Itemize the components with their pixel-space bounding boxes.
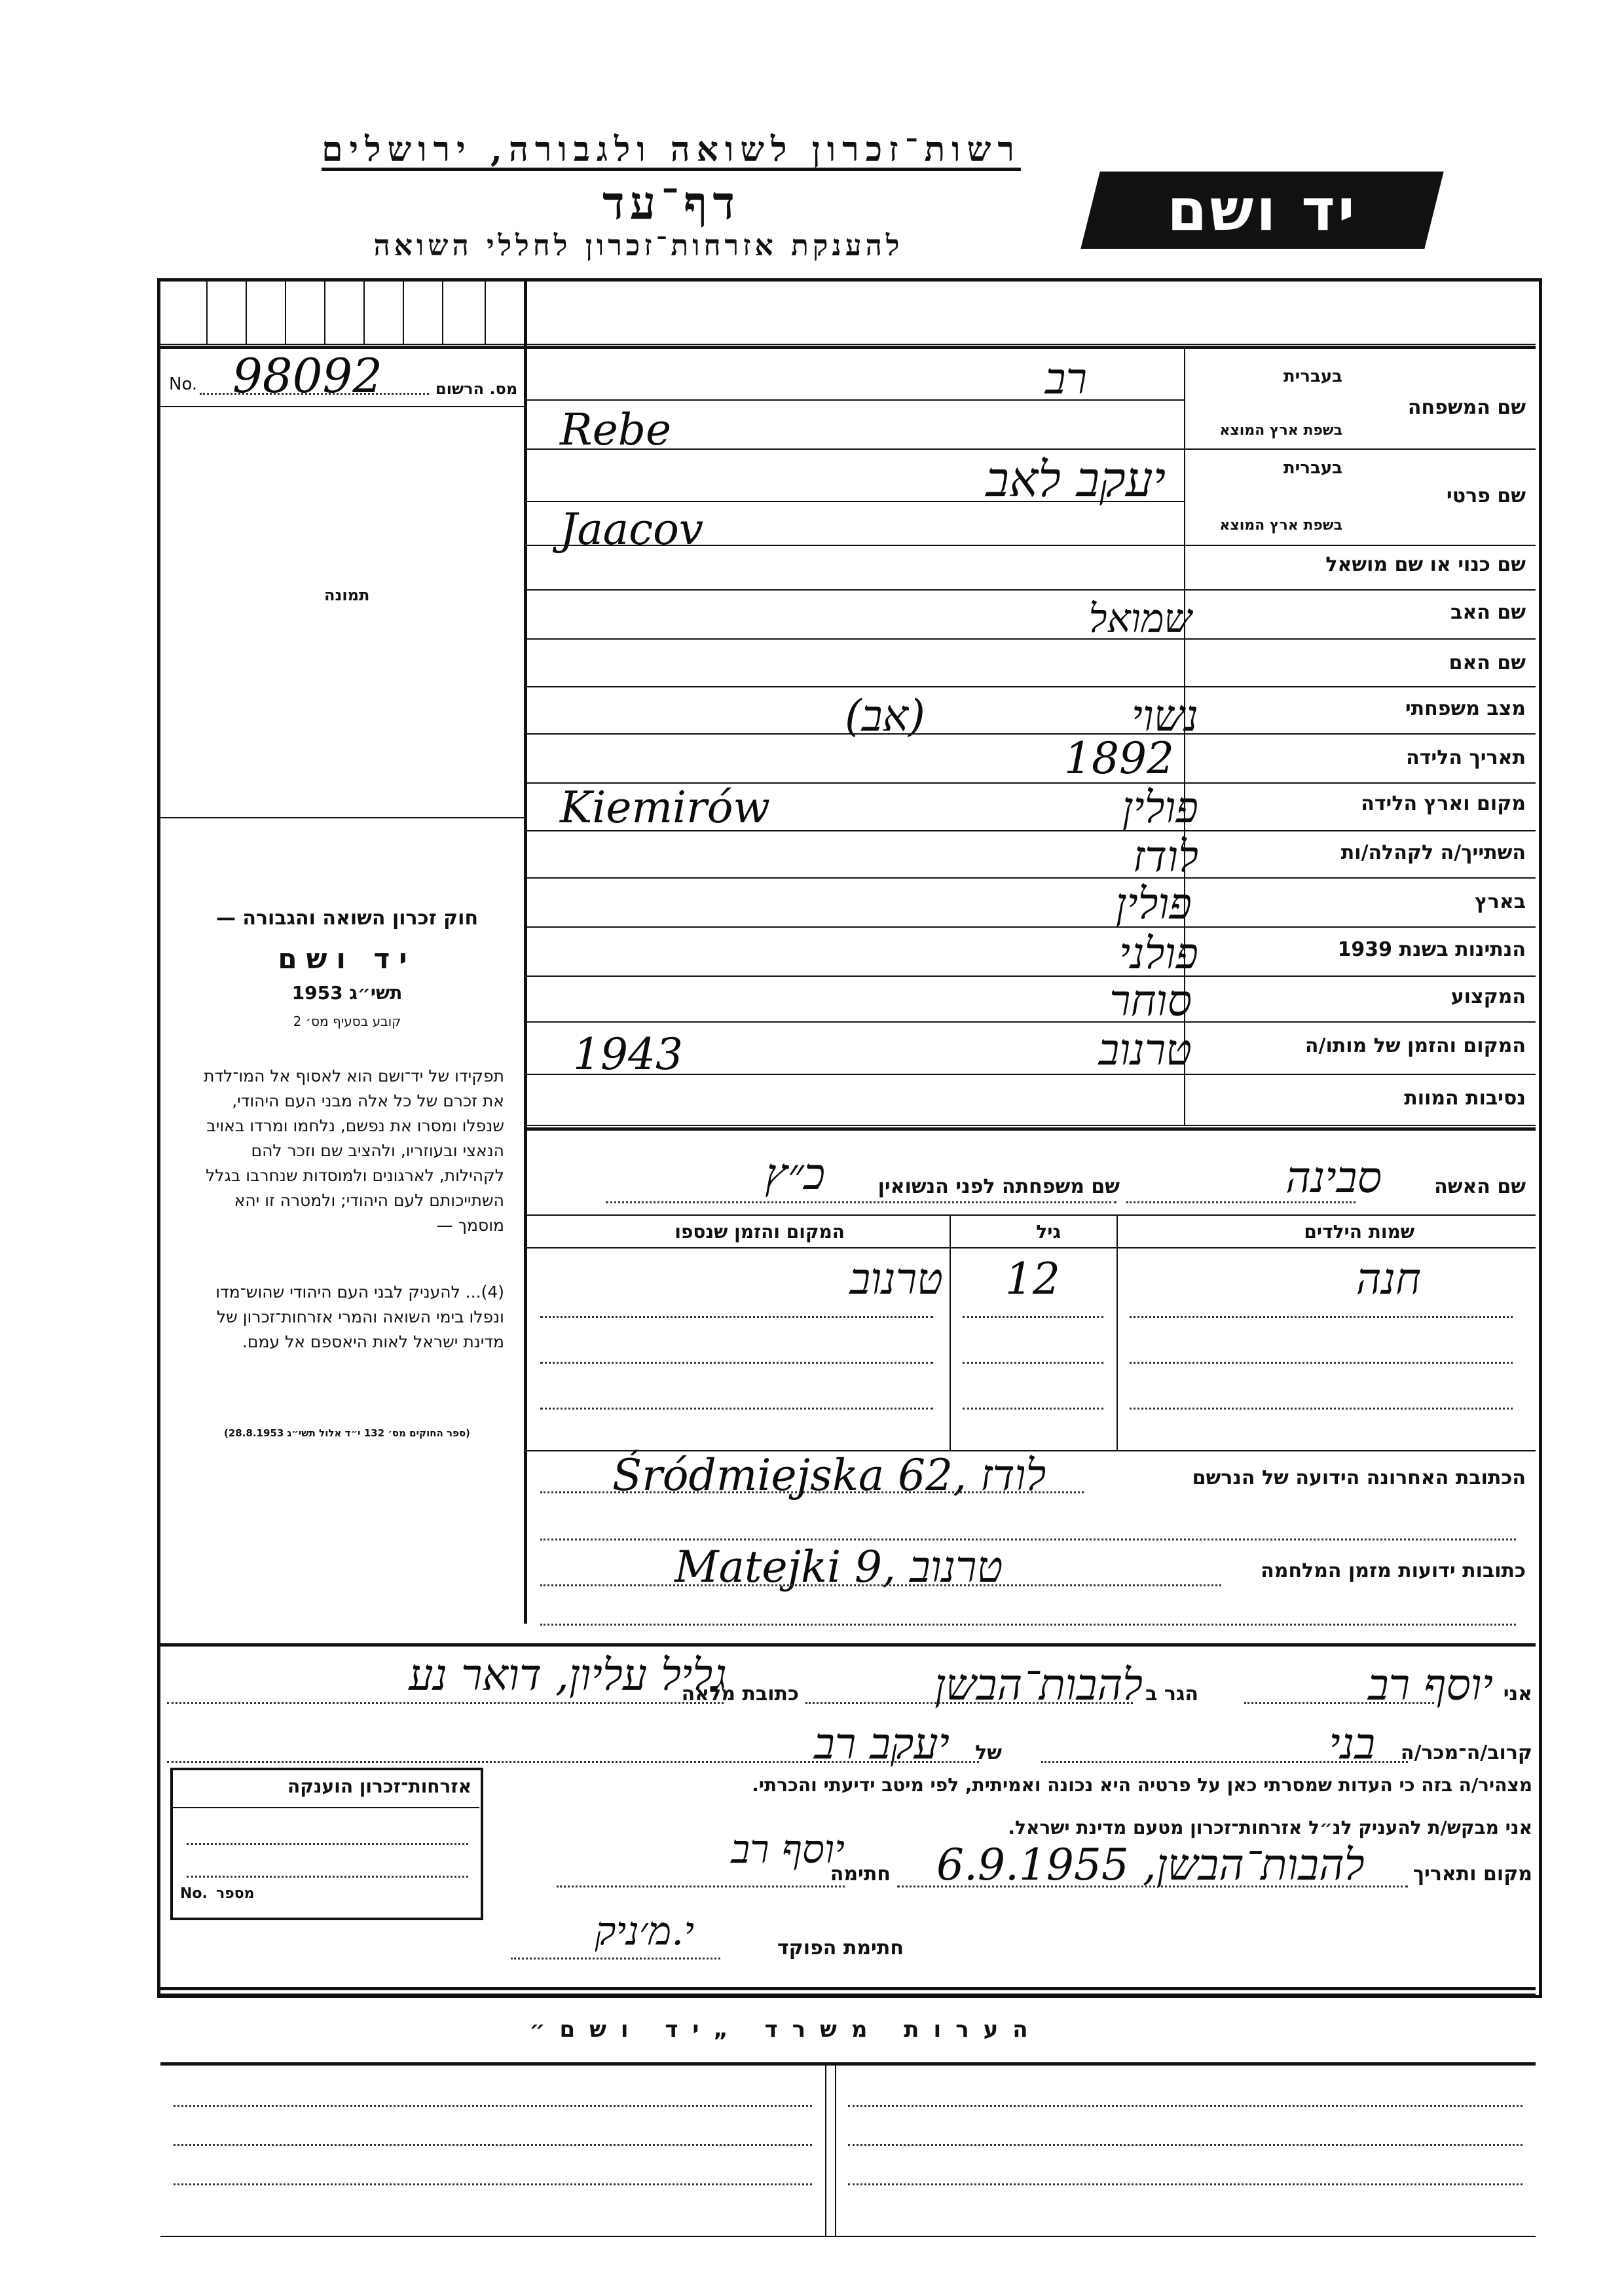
birth-place-native[interactable]: Kiemirów [560, 782, 770, 833]
resides-in-label: הגר ב [1145, 1683, 1198, 1705]
wife-name[interactable]: סבינה [1285, 1152, 1382, 1203]
form-subtitle: להענקת אזרחות־זכרון לחללי השואה [373, 229, 904, 263]
law-text-1: תפקידו של יד־ושם הוא לאסוף אל המו־לדת את זכרם של כל אלה מבני העם היהודי, שנפלו ומסרו את נפשם, נלחמו ומרדו באויב הנאצי ובעוזריו, ולהציב שם וזכר להם לקהילות, לארגונים ולמוסדות שנחרבו בגלל השתייכותם לעם היהודי; ולמטרה זו יהא מוסמך — [204, 1066, 504, 1235]
relation-label: קרוב/ה־מכר/ה [1400, 1741, 1532, 1764]
authority-title: רשות־זכרון לשואה ולגבורה, ירושלים [322, 130, 1021, 170]
citizenship-granted-title: אזרחות־זכרון הוענקה [287, 1776, 471, 1797]
logo-text: יד ושם [1167, 176, 1357, 244]
country[interactable]: פולין [1115, 879, 1192, 929]
children-header-names: שמות הילדים [1304, 1221, 1414, 1243]
relation-of-name[interactable]: יעקב רב [814, 1719, 950, 1769]
last-address[interactable]: Śródmiejska 62, לודז [612, 1450, 1046, 1501]
law-year: תשי״ג 1953 [291, 982, 403, 1004]
first-name-label: שם פרטי [1446, 484, 1526, 507]
children-header-age: גיל [1036, 1221, 1061, 1243]
stamp-number-label: מספר [216, 1886, 255, 1902]
family-name-label: שם המשפחה [1407, 396, 1526, 419]
nickname-label: שם כנוי או שם מושאל [1325, 553, 1526, 576]
signature-label: חתימה [830, 1863, 891, 1886]
birth-date[interactable]: 1892 [1064, 733, 1174, 784]
declarant-name[interactable]: יוסף רב [1367, 1660, 1493, 1710]
form-title: דף־עד [602, 175, 740, 230]
declarant-full-address[interactable]: גליל עליון, דואר נע [409, 1650, 727, 1700]
registration-label: מס. הרשום [435, 380, 518, 398]
declarant-i-label: אני [1503, 1683, 1532, 1705]
law-title: חוק זכרון השואה והגבורה — [215, 907, 479, 930]
full-address-label: כתובת מלאה [681, 1683, 799, 1705]
family-name-hebrew[interactable]: רב [1044, 354, 1087, 404]
child-age[interactable]: 12 [1005, 1254, 1060, 1304]
child-death-place[interactable]: טרנוב [849, 1254, 943, 1304]
remarks-title: הערות משרד „יד ושם״ [529, 2016, 1043, 2043]
declarant-signature[interactable]: יוסף רב [731, 1827, 845, 1872]
declarant-relation[interactable]: בני [1329, 1719, 1375, 1769]
birth-place-label: מקום וארץ הלידה [1361, 792, 1526, 815]
profession[interactable]: סוחר [1109, 975, 1192, 1026]
country-label: בארץ [1474, 890, 1526, 913]
citizenship[interactable]: פולני [1118, 928, 1198, 979]
stamp-no-label: No. [180, 1886, 208, 1902]
marital-status-note[interactable]: (אב) [845, 691, 925, 741]
place-date[interactable]: להבות־הבשן, 6.9.1955 [936, 1840, 1365, 1890]
registration-no-label: No. [169, 374, 198, 394]
birth-place-hebrew[interactable]: פולין [1122, 782, 1198, 833]
wife-maiden-name[interactable]: כ״ץ [765, 1149, 825, 1199]
declaration-text: מצהיר/ה בזה כי העדות שמסרתי כאן על פרטיה היא נכונה ואמיתית, לפי מיטב ידיעתי והכרתי. [752, 1774, 1532, 1796]
of-label: של [975, 1741, 1002, 1764]
community[interactable]: לודז [1132, 831, 1198, 882]
law-clause: קובע בסעיף מס׳ 2 [293, 1013, 401, 1029]
request-text: אני מבקש/ת להעניק לנ״ל אזרחות־זכרון מטעם מדינת ישראל. [1008, 1817, 1532, 1838]
first-name-native-label: בשפת ארץ המוצא [1219, 517, 1342, 534]
place-date-label: מקום ותאריך [1412, 1863, 1532, 1886]
wartime-address-label: כתובות ידועות מזמן המלחמה [1261, 1559, 1526, 1582]
law-text-2: (4)... להעניק לבני העם היהודי שהוש־מדו ונפלו בימי השואה והמרי אזרחות־זכרון של מדינת ישראל לאות היאספם אל עמם. [215, 1283, 504, 1351]
registration-number: 98092 [232, 348, 383, 403]
children-header-place: המקום והזמן שנספו [674, 1221, 845, 1243]
last-address-label: הכתובת האחרונה הידועה של הנרשם [1192, 1467, 1526, 1489]
profession-label: המקצוע [1450, 985, 1526, 1008]
wife-maiden-name-label: שם משפחתה לפני הנשואין [877, 1175, 1120, 1198]
death-circumstances-label: נסיבות המוות [1404, 1087, 1526, 1110]
father-name[interactable]: שמואל [1088, 596, 1192, 642]
death-year[interactable]: 1943 [573, 1029, 683, 1080]
death-place-time-label: המקום והזמן של מותו/ה [1304, 1034, 1526, 1057]
law-source: (ספר החוקים מס׳ 132 י״ד אלול תשי״ג 28.8.1953) [223, 1427, 471, 1439]
family-name-hebrew-label: בעברית [1283, 367, 1342, 386]
child-name[interactable]: חנה [1356, 1254, 1421, 1304]
father-name-label: שם האב [1450, 601, 1526, 624]
clerk-signature-label: חתימת הפוקד [777, 1937, 904, 1959]
clerk-signature[interactable]: י.מ׳ניק [595, 1908, 694, 1954]
first-name-hebrew[interactable]: יעקב לאב [986, 452, 1166, 508]
marital-status-label: מצב משפחתי [1405, 697, 1526, 720]
photo-label: תמונה [324, 586, 370, 604]
wife-name-label: שם האשה [1434, 1175, 1526, 1198]
death-place[interactable]: טרנוב [1098, 1025, 1192, 1075]
marital-status[interactable]: נשוי [1131, 691, 1198, 741]
declarant-city[interactable]: להבות־הבשן [934, 1660, 1143, 1710]
first-name-native[interactable]: Jaacov [560, 504, 704, 555]
birth-date-label: תאריך הלידה [1406, 746, 1526, 769]
first-name-hebrew-label: בעברית [1283, 458, 1342, 478]
family-name-native-label: בשפת ארץ המוצא [1219, 422, 1342, 439]
mother-name-label: שם האם [1449, 651, 1526, 674]
community-label: השתייך/ה לקהלה/ות [1340, 841, 1526, 864]
family-name-native[interactable]: Rebe [560, 405, 672, 455]
citizenship-label: הנתינות בשנת 1939 [1337, 938, 1526, 961]
law-name: יד ושם [278, 943, 416, 975]
wartime-address[interactable]: Matejki 9, טרנוב [674, 1542, 1003, 1592]
